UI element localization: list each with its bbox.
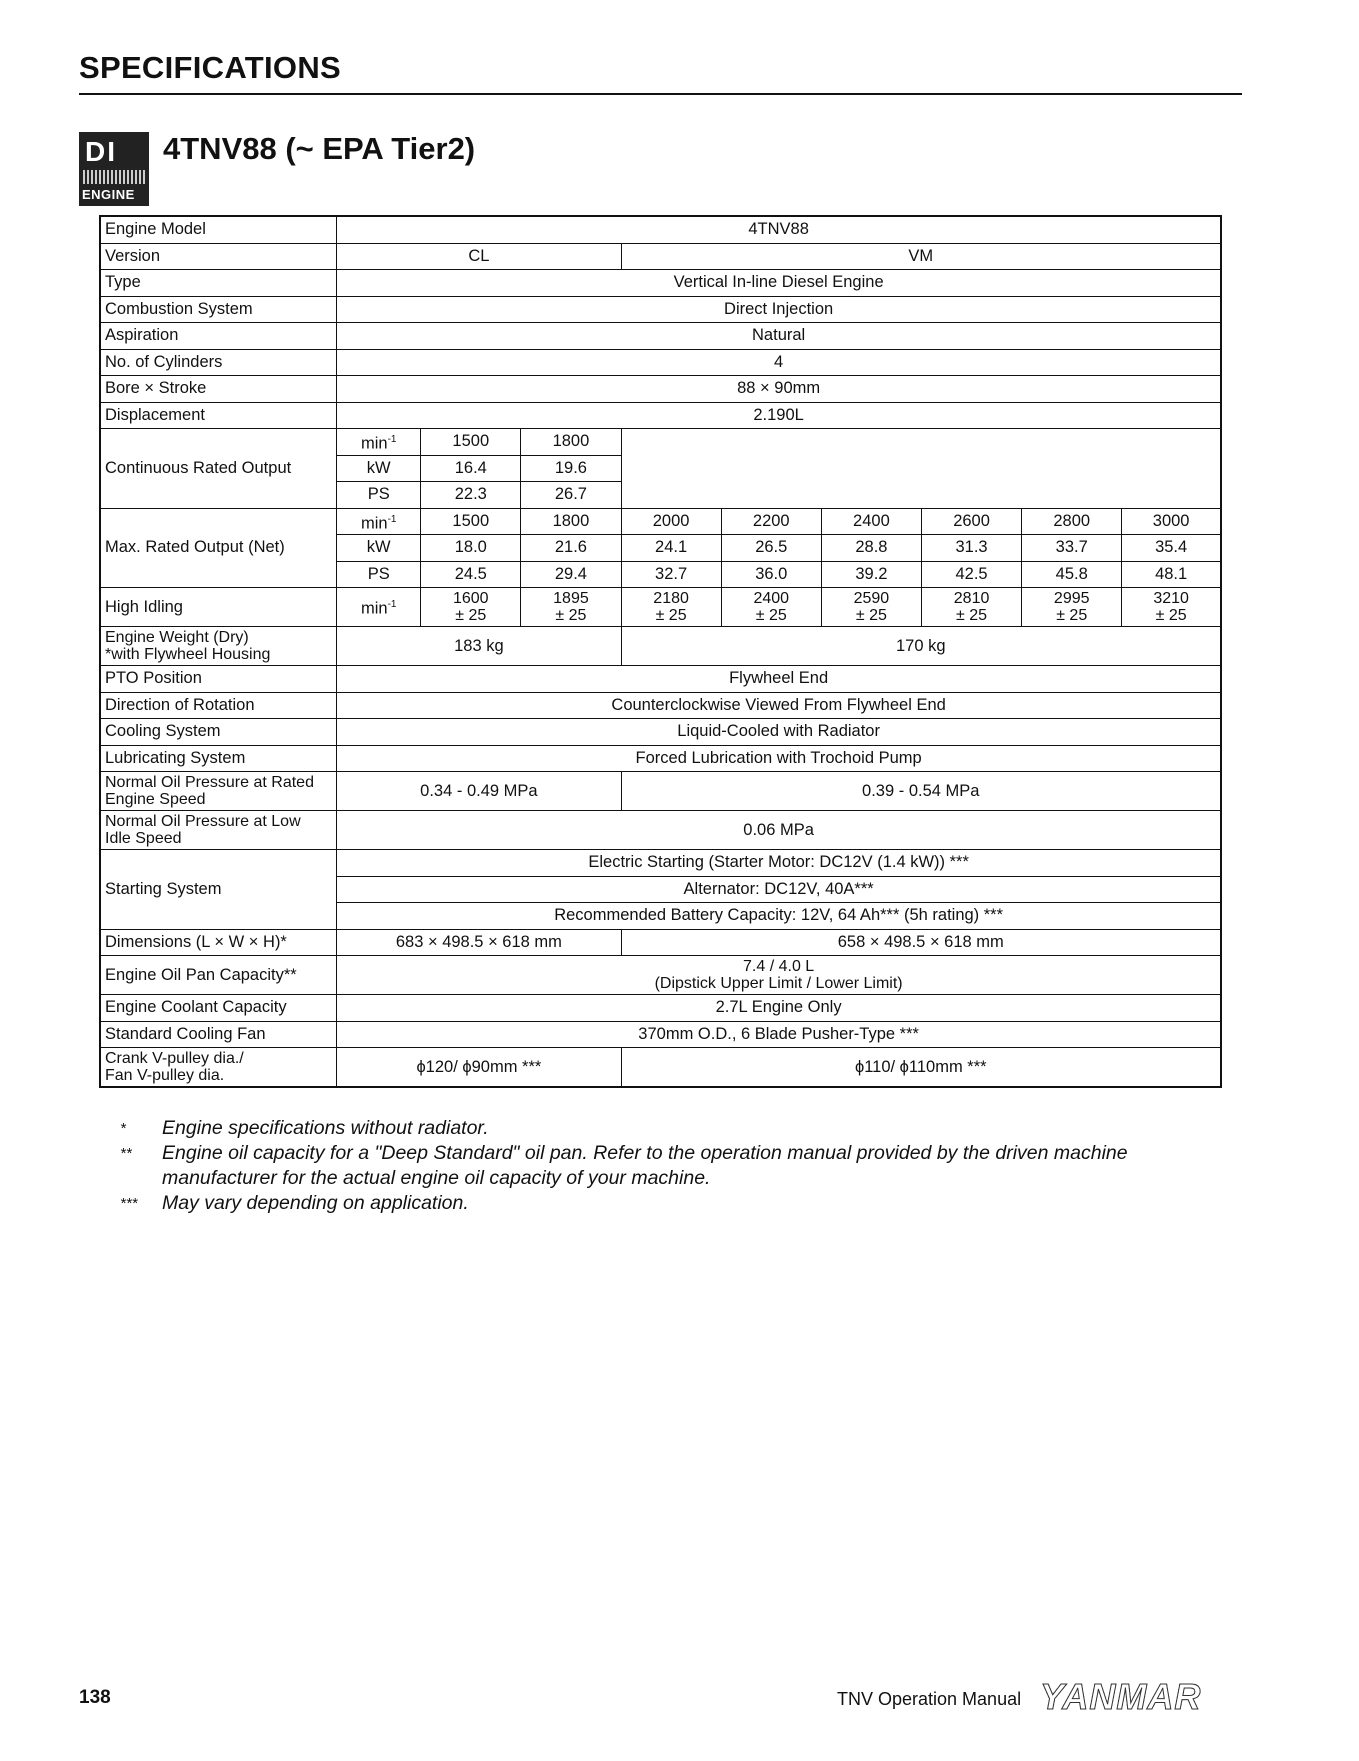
footnote-mark: *** [120,1195,138,1212]
value-vm: 0.39 - 0.54 MPa [621,772,1221,811]
label-line: Crank V-pulley dia./ [105,1050,244,1067]
row-displacement [100,402,1221,429]
cell: 42.5 [921,561,1021,588]
idle-value: 1600 [452,590,489,607]
row-coolant [100,995,1221,1022]
idle-tol: ± 25 [956,607,988,624]
unit-sup: -1 [387,599,397,611]
label-line: Normal Oil Pressure at Low [105,813,301,830]
label: No. of Cylinders [100,349,337,376]
footnote-mark: * [120,1120,126,1137]
cell: 24.1 [621,535,721,562]
row-pto [100,666,1221,693]
logo-di-text: DI [85,136,117,167]
cell: 2000 [621,508,721,535]
value [337,956,1221,995]
row-cylinders [100,349,1221,376]
unit-min-text: min [360,599,388,618]
title-rule [79,93,1242,95]
footnote-mark: ** [120,1145,132,1162]
logo-bars [83,170,145,184]
row-cont-output-min [100,429,1221,456]
row-lubricating [100,745,1221,772]
value: 4 [337,349,1221,376]
row-engine-model [100,216,1221,243]
value: 0.06 MPa [337,811,1221,850]
unit-sup: -1 [387,513,397,525]
cell: 19.6 [521,455,621,482]
idle-tol: ± 25 [1155,607,1187,624]
label: Direction of Rotation [100,692,337,719]
footnote [120,1141,1222,1191]
spec-table [99,215,1222,1088]
cell: 2200 [721,508,821,535]
value: Recommended Battery Capacity: 12V, 64 Ah*** (5h rating) *** [337,903,1221,930]
row-type [100,270,1221,297]
unit-min [337,588,421,627]
value: Direct Injection [337,296,1221,323]
value: Electric Starting (Starter Motor: DC12V (1.4 kW)) *** [337,850,1221,877]
empty-cell [621,429,1221,509]
label: Standard Cooling Fan [100,1021,337,1048]
footnote [120,1191,1222,1216]
label-line: *with Flywheel Housing [105,646,271,663]
label-line: Engine Speed [105,791,206,808]
page-number: 138 [79,1687,111,1708]
label: Version [100,243,337,270]
row-oil-rated [100,772,1221,811]
model-title: 4TNV88 (~ EPA Tier2) [163,131,476,166]
cell: 21.6 [521,535,621,562]
row-oil-idle [100,811,1221,850]
value: 88 × 90mm [337,376,1221,403]
di-engine-logo [79,132,149,206]
unit-kw: kW [337,535,421,562]
cell [421,588,521,627]
value-vm: 658 × 498.5 × 618 mm [621,929,1221,956]
label: Dimensions (L × W × H)* [100,929,337,956]
cell: 33.7 [1022,535,1122,562]
label [100,811,337,850]
cell: 2600 [921,508,1021,535]
idle-value: 2995 [1053,590,1090,607]
label [100,1048,337,1088]
label: Type [100,270,337,297]
cell: 1500 [421,508,521,535]
label: Lubricating System [100,745,337,772]
cell [721,588,821,627]
manual-title: TNV Operation Manual [837,1689,1022,1709]
row-fan [100,1021,1221,1048]
logo-engine-text: ENGINE [82,187,135,202]
cell: 28.8 [821,535,921,562]
row-bore-stroke [100,376,1221,403]
unit-ps: PS [337,561,421,588]
cell: 16.4 [421,455,521,482]
label: High Idling [100,588,337,627]
value: Natural [337,323,1221,350]
row-aspiration [100,323,1221,350]
cell [521,588,621,627]
footnote-text: Engine specifications without radiator. [162,1117,489,1139]
cell: 3000 [1122,508,1221,535]
row-starting-1 [100,850,1221,877]
unit-min [337,508,421,535]
value: 2.190L [337,402,1221,429]
label: Aspiration [100,323,337,350]
label [100,772,337,811]
value: Forced Lubrication with Trochoid Pump [337,745,1221,772]
label: Max. Rated Output (Net) [100,508,337,588]
label: Engine Oil Pan Capacity** [100,956,337,995]
idle-value: 2810 [953,590,990,607]
unit-min-text: min [360,434,388,453]
value-cl: 183 kg [337,627,621,666]
footnote [120,1116,1222,1141]
idle-value: 2590 [853,590,890,607]
cell: 26.5 [721,535,821,562]
cell: 22.3 [421,482,521,509]
cell [1022,588,1122,627]
cell: 2400 [821,508,921,535]
cell: 26.7 [521,482,621,509]
idle-tol: ± 25 [455,607,487,624]
unit-min-text: min [360,514,388,532]
row-cooling [100,719,1221,746]
label: Starting System [100,850,337,930]
cell: 48.1 [1122,561,1221,588]
cell: 45.8 [1022,561,1122,588]
cell: 36.0 [721,561,821,588]
footnote-text: May vary depending on application. [162,1192,469,1214]
cell [1122,588,1221,627]
label-line: Normal Oil Pressure at Rated [105,774,314,791]
unit-min [337,429,421,456]
section-title: SPECIFICATIONS [79,50,341,85]
value: Liquid-Cooled with Radiator [337,719,1221,746]
cell: 24.5 [421,561,521,588]
value-vm: ϕ110/ ϕ110mm *** [621,1048,1221,1088]
label: Displacement [100,402,337,429]
cell: 1500 [421,429,521,456]
row-rotation [100,692,1221,719]
cell [921,588,1021,627]
unit-ps: PS [337,482,421,509]
idle-tol: ± 25 [1056,607,1088,624]
value: Vertical In-line Diesel Engine [337,270,1221,297]
label-line: Idle Speed [105,830,182,847]
idle-tol: ± 25 [755,607,787,624]
value: Counterclockwise Viewed From Flywheel End [337,692,1221,719]
idle-tol: ± 25 [855,607,887,624]
cell: 35.4 [1122,535,1221,562]
cell [821,588,921,627]
cell: 31.3 [921,535,1021,562]
label-line: Engine Weight (Dry) [105,629,249,646]
row-max-output-min [100,508,1221,535]
label: Combustion System [100,296,337,323]
idle-value: 3210 [1153,590,1189,607]
row-pulley [100,1048,1221,1088]
label-line: Fan V-pulley dia. [105,1067,225,1084]
cell: 32.7 [621,561,721,588]
cell: 29.4 [521,561,621,588]
cell: 1800 [521,508,621,535]
value-cl: ϕ120/ ϕ90mm *** [337,1048,621,1088]
value: 4TNV88 [337,216,1221,243]
label: Engine Model [100,216,337,243]
row-high-idling [100,588,1221,627]
value-cl: 0.34 - 0.49 MPa [337,772,621,811]
row-version [100,243,1221,270]
row-oil-pan [100,956,1221,995]
row-weight [100,627,1221,666]
yanmar-logo: YANMAR [1040,1676,1202,1717]
cell: 1800 [521,429,621,456]
value-cl: 683 × 498.5 × 618 mm [337,929,621,956]
idle-value: 2180 [653,590,689,607]
label: Bore × Stroke [100,376,337,403]
idle-tol: ± 25 [555,607,587,624]
label: PTO Position [100,666,337,693]
value-line: 7.4 / 4.0 L [743,958,815,975]
label: Continuous Rated Output [100,429,337,509]
cell: 2800 [1022,508,1122,535]
cell [621,588,721,627]
footnotes [120,1116,1222,1216]
value-vm: 170 kg [621,627,1221,666]
label [100,627,337,666]
value-cl: CL [337,243,621,270]
value: 2.7L Engine Only [337,995,1221,1022]
value: Flywheel End [337,666,1221,693]
value-line: (Dipstick Upper Limit / Lower Limit) [654,975,903,992]
row-combustion [100,296,1221,323]
value-vm: VM [621,243,1221,270]
idle-value: 2400 [753,590,790,607]
idle-value: 1895 [553,590,589,607]
value: 370mm O.D., 6 Blade Pusher-Type *** [337,1021,1221,1048]
value: Alternator: DC12V, 40A*** [337,876,1221,903]
label: Engine Coolant Capacity [100,995,337,1022]
idle-tol: ± 25 [655,607,687,624]
unit-sup: -1 [387,434,397,445]
cell: 18.0 [421,535,521,562]
unit-kw: kW [337,455,421,482]
cell: 39.2 [821,561,921,588]
footnote-text: Engine oil capacity for a "Deep Standard" oil pan. Refer to the operation manual provided by the driven machine manufacturer for the actual engine oil capacity of your machine. [162,1142,1128,1189]
label: Cooling System [100,719,337,746]
row-dimensions [100,929,1221,956]
